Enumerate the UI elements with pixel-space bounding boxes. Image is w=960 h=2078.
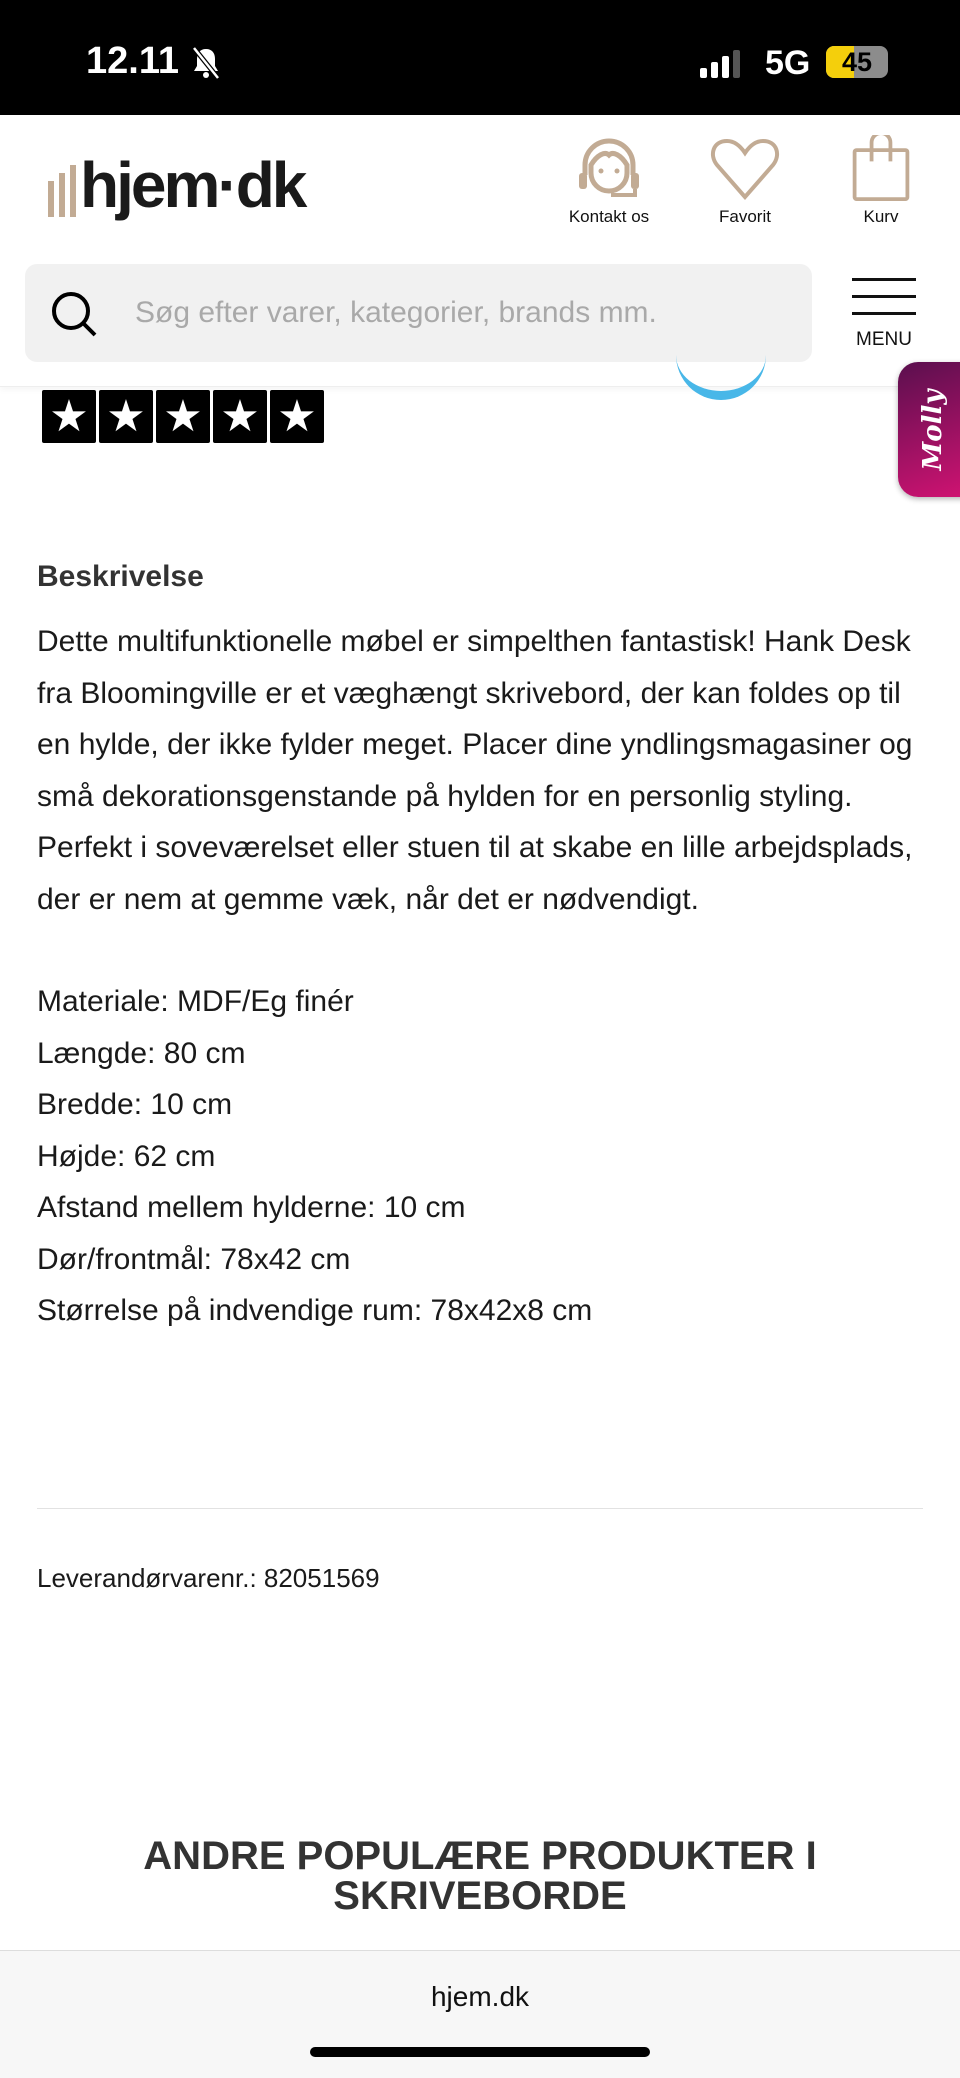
star-icon: ★ — [42, 390, 96, 443]
battery-icon: 45 — [826, 46, 888, 78]
spec-item: Bredde: 10 cm — [37, 1088, 233, 1121]
site-logo[interactable]: hjem·dk — [48, 153, 304, 217]
description-heading: Beskrivelse — [37, 560, 204, 593]
clock: 12.11 — [86, 40, 179, 82]
description-text: Dette multifunktionelle møbel er simpelthen fantastisk! Hank Desk fra Bloomingville er et væghængt skrivebord, der kan foldes op til en hylde, der ikke fylder meget. Placer dine yndlingsmagasiner og små dekorationsgenstande på hylden for en personlig styling. Perfekt i soveværelset eller stuen til at skabe en lille arbejdsplads, der er nem at gemme væk, når det er nødvendigt. — [37, 625, 913, 916]
molly-chat-button[interactable]: Molly — [898, 362, 960, 497]
signal-icon — [700, 50, 740, 78]
headset-icon — [571, 135, 647, 201]
partial-badge — [676, 340, 766, 400]
spec-item: Materiale: MDF/Eg finér — [37, 985, 354, 1018]
network-type: 5G — [765, 44, 811, 82]
contact-label: Kontakt os — [568, 207, 650, 226]
cart-button[interactable] — [826, 135, 936, 227]
menu-button[interactable] — [852, 278, 916, 351]
star-icon: ★ — [156, 390, 210, 443]
home-indicator[interactable] — [310, 2047, 650, 2057]
star-icon: ★ — [99, 390, 153, 443]
menu-label: MENU — [856, 329, 912, 350]
status-bar — [0, 0, 960, 115]
favorite-label: Favorit — [719, 207, 771, 226]
spec-item: Afstand mellem hylderne: 10 cm — [37, 1191, 466, 1224]
shopping-bag-icon — [843, 135, 919, 201]
spec-list — [37, 976, 927, 1337]
description-section — [37, 560, 927, 1337]
star-icon: ★ — [270, 390, 324, 443]
divider — [37, 1508, 923, 1509]
rating-stars — [42, 390, 324, 443]
cart-label: Kurv — [863, 207, 899, 226]
search-icon — [49, 289, 101, 341]
favorite-button[interactable] — [690, 135, 800, 227]
silent-bell-icon — [190, 46, 222, 80]
url-label[interactable]: hjem.dk — [430, 1981, 530, 2012]
search-placeholder: Søg efter varer, kategorier, brands mm. — [135, 296, 657, 329]
popular-products-heading: ANDRE POPULÆRE PRODUKTER I SKRIVEBORDE — [143, 1834, 817, 1918]
spec-item: Højde: 62 cm — [37, 1139, 216, 1173]
spec-item: Længde: 80 cm — [37, 1036, 246, 1070]
contact-button[interactable] — [554, 135, 664, 227]
browser-bar — [0, 1950, 960, 2078]
spec-item: Størrelse på indvendige rum: 78x42x8 cm — [37, 1294, 593, 1327]
spec-item: Dør/frontmål: 78x42 cm — [37, 1242, 351, 1276]
star-icon: ★ — [213, 390, 267, 443]
heart-icon — [707, 135, 783, 201]
supplier-number: Leverandørvarenr.: 82051569 — [37, 1563, 380, 1593]
